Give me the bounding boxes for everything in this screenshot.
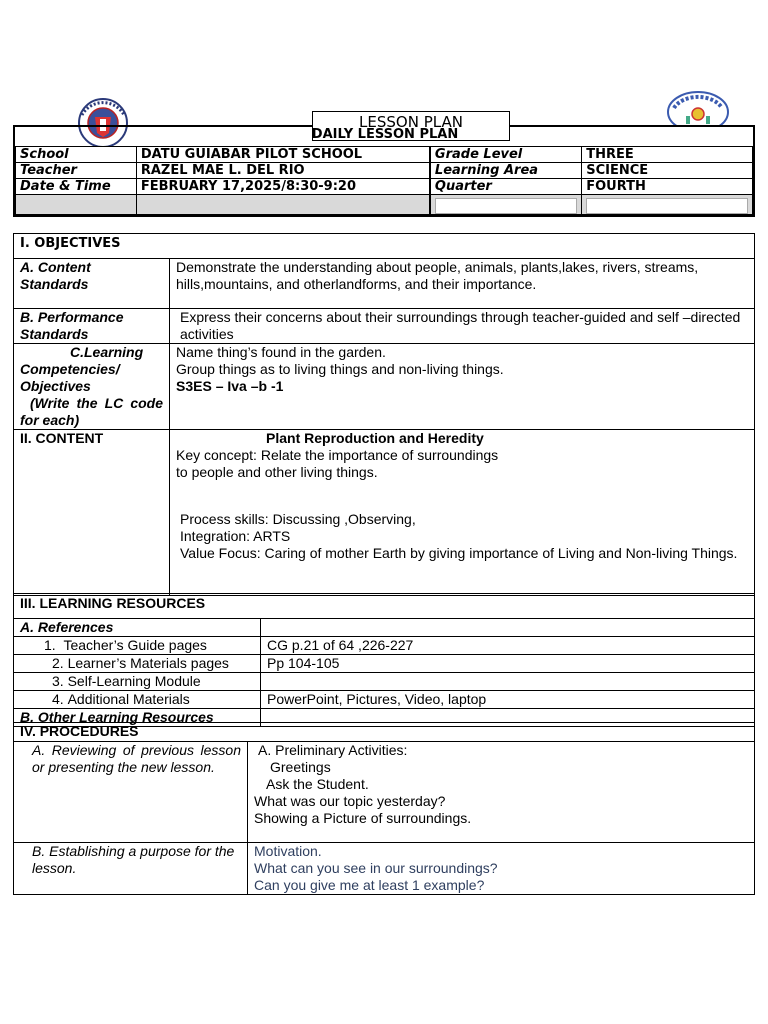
resource-value: PowerPoint, Pictures, Video, laptop xyxy=(261,691,755,709)
procedure-b-line: Can you give me at least 1 example? xyxy=(254,877,485,893)
resources-table xyxy=(13,593,755,727)
school-label: School xyxy=(16,147,137,163)
performance-standards-label: B. Performance Standards xyxy=(14,309,170,344)
date-label: Date & Time xyxy=(16,179,137,195)
content-cell xyxy=(170,430,755,596)
procedure-b-line: What can you see in our surroundings? xyxy=(254,860,498,876)
quarter-label: Quarter xyxy=(430,179,582,195)
lc-note: (Write the LC code for each) xyxy=(20,395,163,428)
procedure-a-line: Greetings xyxy=(270,759,331,775)
resources-heading: III. LEARNING RESOURCES xyxy=(14,594,755,619)
procedure-b-line: Motivation. xyxy=(254,843,322,859)
procedures-heading: IV. PROCEDURES xyxy=(14,723,755,742)
resource-label: Teacher’s Guide pages xyxy=(63,637,207,653)
resource-label: Self-Learning Module xyxy=(67,673,201,689)
content-heading: II. CONTENT xyxy=(14,430,170,596)
resource-label-cell xyxy=(14,655,261,673)
content-standards-label: A. Content Standards xyxy=(14,259,170,309)
lc-label: C.Learning Competencies/ Objectives xyxy=(20,344,144,394)
resource-num: 3. xyxy=(52,673,64,689)
daily-lesson-plan-title: DAILY LESSON PLAN xyxy=(311,127,459,142)
lc-line-1: Name thing’s found in the garden. xyxy=(176,344,386,360)
procedure-a-line: A. Preliminary Activities: xyxy=(258,742,408,758)
resource-label-cell xyxy=(14,691,261,709)
lc-label-cell xyxy=(14,344,170,430)
grade-label: Grade Level xyxy=(430,147,582,163)
lc-line-2: Group things as to living things and non-living things. xyxy=(176,361,504,377)
references-label: A. References xyxy=(14,619,261,637)
resource-label-cell xyxy=(14,637,261,655)
info-table xyxy=(15,146,753,215)
integration: Integration: ARTS xyxy=(180,528,291,544)
content-standards-text: Demonstrate the understanding about people, animals, plants,lakes, rivers, streams, hills,mountains, and otherlandforms, and their importance. xyxy=(170,259,755,309)
blank-cell xyxy=(16,195,137,215)
blank-cell xyxy=(261,619,755,637)
blank-cell xyxy=(582,195,753,215)
key-concept-2: to people and other living things. xyxy=(176,464,378,480)
procedure-b-cell xyxy=(248,843,755,895)
school-seal-icon xyxy=(664,86,732,126)
lc-text-cell xyxy=(170,344,755,430)
key-concept-1: Key concept: Relate the importance of surroundings xyxy=(176,447,499,463)
procedure-a-line: Showing a Picture of surroundings. xyxy=(254,810,472,826)
quarter-value: FOURTH xyxy=(582,179,753,195)
lc-code: S3ES – Iva –b -1 xyxy=(176,378,284,394)
content-topic: Plant Reproduction and Heredity xyxy=(266,430,484,446)
teacher-value: RAZEL MAE L. DEL RIO xyxy=(136,163,430,179)
resource-value: Pp 104-105 xyxy=(261,655,755,673)
performance-standards-text: Express their concerns about their surroundings through teacher-guided and self –directed activities xyxy=(170,309,755,344)
resource-label-cell xyxy=(14,673,261,691)
resource-num: 2. xyxy=(52,655,64,671)
blank-cell xyxy=(136,195,430,215)
procedure-a-label: A. Reviewing of previous lesson or presenting the new lesson. xyxy=(14,742,248,843)
resource-label: Additional Materials xyxy=(67,691,190,707)
lesson-plan-title: LESSON PLAN xyxy=(359,113,463,131)
other-resources-label: B. Other Learning Resources xyxy=(14,709,261,727)
resource-label: Learner’s Materials pages xyxy=(67,655,229,671)
grade-value: THREE xyxy=(582,147,753,163)
teacher-label: Teacher xyxy=(16,163,137,179)
school-value: DATU GUIABAR PILOT SCHOOL xyxy=(136,147,430,163)
procedure-a-line: Ask the Student. xyxy=(266,776,369,792)
objectives-table xyxy=(13,233,755,596)
process-skills: Process skills: Discussing ,Observing, xyxy=(180,511,416,527)
resource-value xyxy=(261,673,755,691)
resource-value: CG p.21 of 64 ,226-227 xyxy=(261,637,755,655)
objectives-heading: I. OBJECTIVES xyxy=(14,234,755,259)
area-value: SCIENCE xyxy=(582,163,753,179)
procedure-a-line: What was our topic yesterday? xyxy=(254,793,446,809)
procedures-table xyxy=(13,722,755,895)
resource-num: 1. xyxy=(44,637,56,653)
area-label: Learning Area xyxy=(430,163,582,179)
resource-num: 4. xyxy=(52,691,64,707)
procedure-b-label: B. Establishing a purpose for the lesson. xyxy=(14,843,248,895)
date-value: FEBRUARY 17,2025/8:30-9:20 xyxy=(136,179,430,195)
value-focus: Value Focus: Caring of mother Earth by giving importance of Living and Non-living Things. xyxy=(180,545,738,561)
blank-cell xyxy=(430,195,582,215)
procedure-a-cell xyxy=(248,742,755,843)
